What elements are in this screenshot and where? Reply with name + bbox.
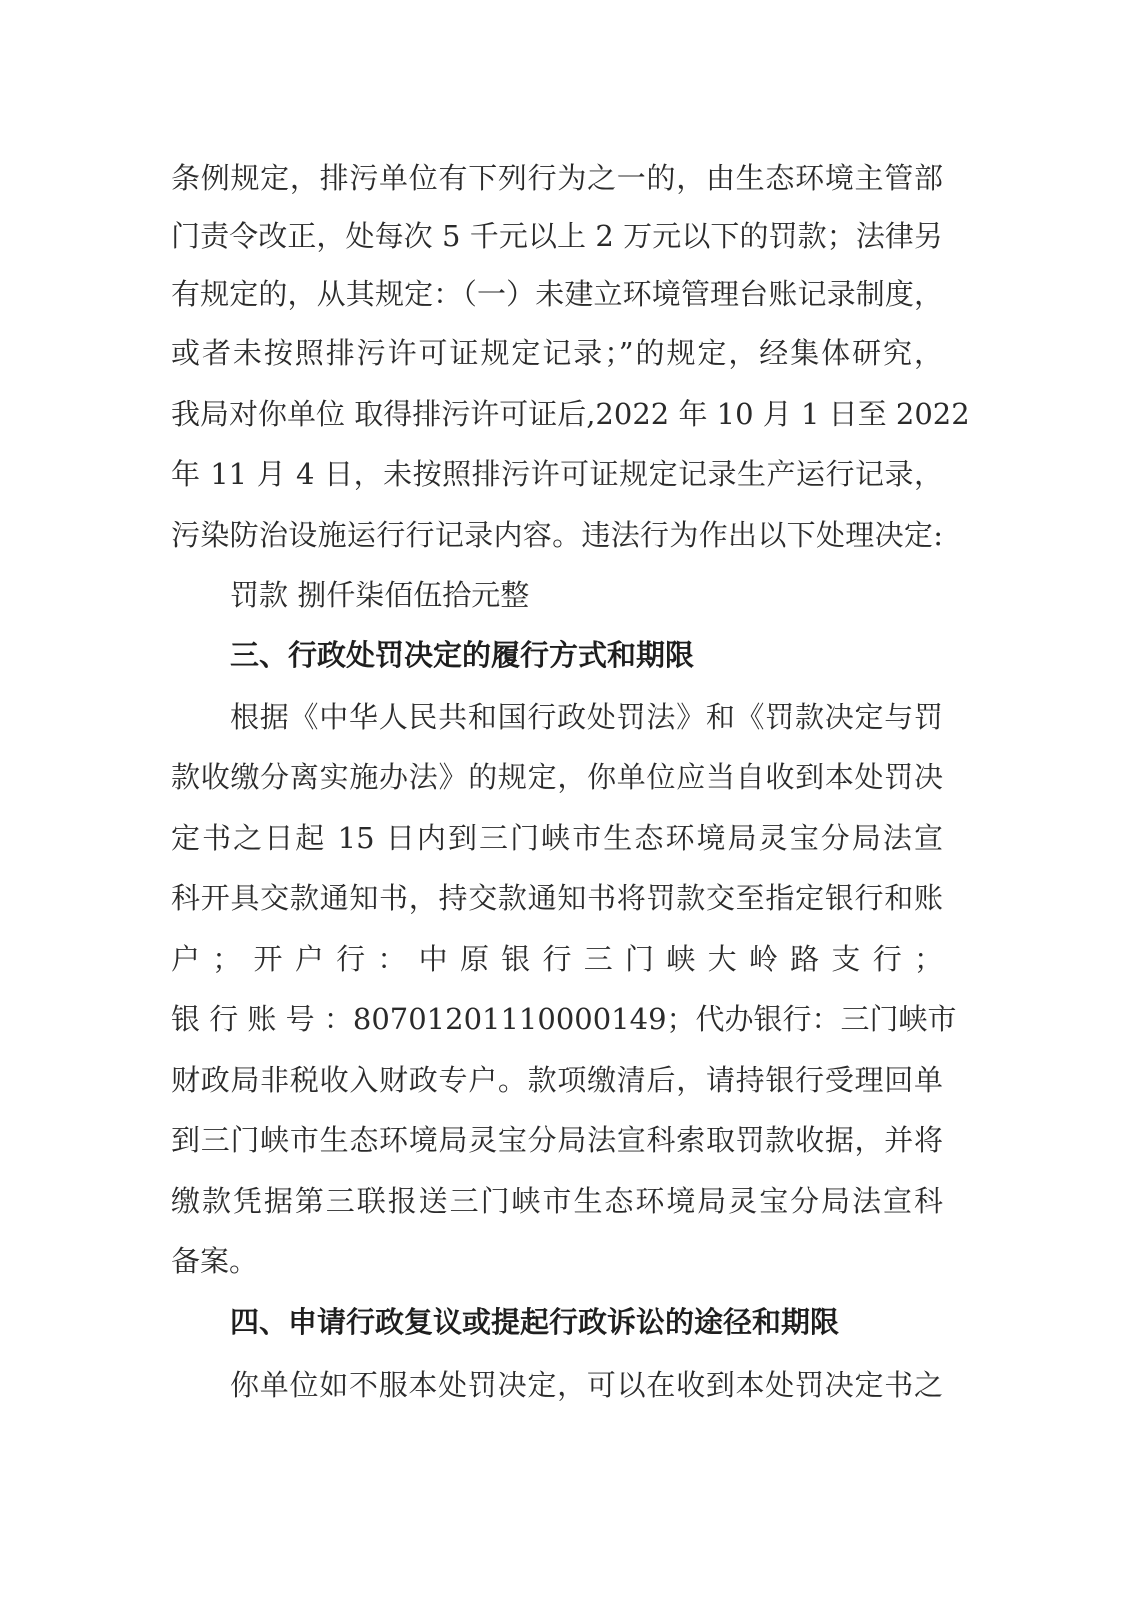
paragraph-line: 有规定的，从其规定：（一）未建立环境管理台账记录制度， (171, 277, 943, 311)
paragraph-line: 户；开户行：中原银行三门峡大岭路支行； (171, 942, 943, 976)
paragraph-line: 财政局非税收入财政专户。款项缴清后，请持银行受理回单 (171, 1063, 943, 1097)
paragraph-line: 我局对你单位 取得排污许可证后,2022 年 10 月 1 日至 2022 (171, 397, 970, 431)
paragraph-line: 科开具交款通知书，持交款通知书将罚款交至指定银行和账 (171, 881, 943, 915)
paragraph-line: 根据《中华人民共和国行政处罚法》和《罚款决定与罚 (230, 700, 943, 734)
paragraph-line: 条例规定，排污单位有下列行为之一的，由生态环境主管部 (171, 161, 943, 195)
paragraph-line: 定书之日起 15 日内到三门峡市生态环境局灵宝分局法宣 (171, 821, 943, 855)
section-heading: 四、申请行政复议或提起行政诉讼的途径和期限 (230, 1305, 840, 1339)
paragraph-line: 缴款凭据第三联报送三门峡市生态环境局灵宝分局法宣科 (171, 1184, 943, 1218)
penalty-amount: 罚款 捌仟柒佰伍拾元整 (230, 578, 530, 612)
paragraph-line: 备案。 (171, 1244, 259, 1278)
paragraph-line: 到三门峡市生态环境局灵宝分局法宣科索取罚款收据，并将 (171, 1123, 943, 1157)
paragraph-line: 或者未按照排污许可证规定记录；”的规定，经集体研究， (171, 336, 943, 370)
paragraph-line: 款收缴分离实施办法》的规定，你单位应当自收到本处罚决 (171, 760, 943, 794)
paragraph-line: 门责令改正，处每次 5 千元以上 2 万元以下的罚款；法律另 (171, 219, 943, 253)
section-heading: 三、行政处罚决定的履行方式和期限 (230, 638, 695, 672)
paragraph-line: 你单位如不服本处罚决定，可以在收到本处罚决定书之 (230, 1368, 943, 1402)
paragraph-line: 年 11 月 4 日，未按照排污许可证规定记录生产运行记录， (171, 457, 943, 491)
paragraph-line: 污染防治设施运行行记录内容。违法行为作出以下处理决定: (171, 518, 943, 552)
paragraph-line: 银 行 账 号 ：80701201110000149；代办银行：三门峡市 (171, 1002, 957, 1036)
